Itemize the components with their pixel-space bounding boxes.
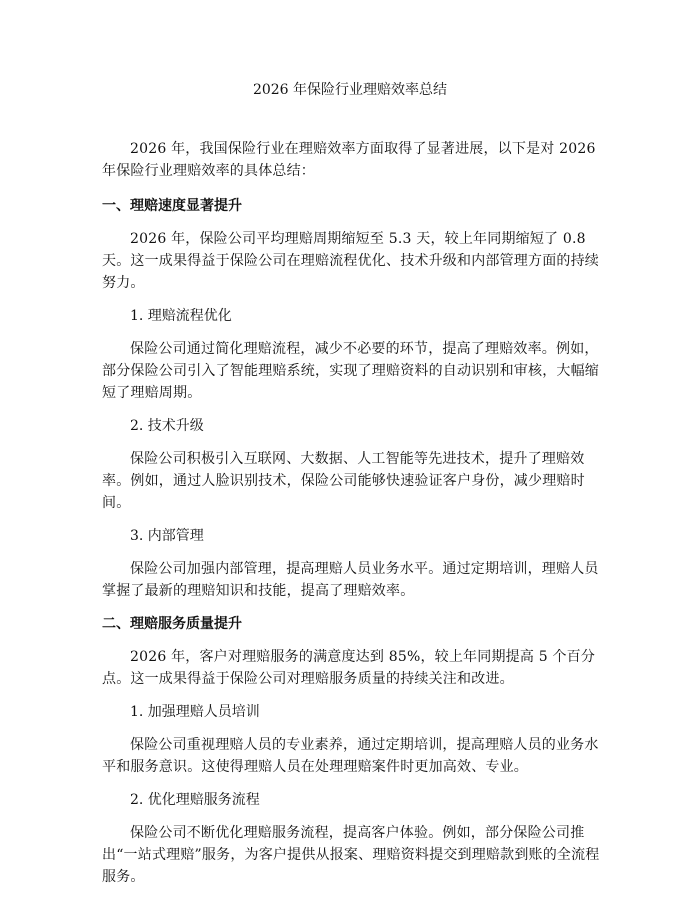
intro-paragraph: 2026 年，我国保险行业在理赔效率方面取得了显著进展，以下是对 2026 年保险行业理赔效率的具体总结： (102, 141, 596, 179)
subsection-heading: 2. 技术升级 (130, 418, 204, 434)
subsection-paragraph: 保险公司通过简化理赔流程，减少不必要的环节，提高了理赔效率。例如，部分保险公司引入了智能理赔系统，实现了理赔资料的自动识别和审核，大幅缩短了理赔周期。 (102, 341, 599, 401)
subsection-heading: 3. 内部管理 (130, 528, 204, 544)
section-heading: 二、理赔服务质量提升 (102, 616, 242, 632)
subsection-paragraph: 保险公司加强内部管理，提高理赔人员业务水平。通过定期培训，理赔人员掌握了最新的理赔知识和技能，提高了理赔效率。 (102, 561, 599, 599)
subsection-heading: 1. 理赔流程优化 (130, 308, 232, 324)
subsection-paragraph: 保险公司重视理赔人员的专业素养，通过定期培训，提高理赔人员的业务水平和服务意识。这使得理赔人员在处理理赔案件时更加高效、专业。 (102, 737, 599, 775)
subsection-paragraph: 保险公司不断优化理赔服务流程，提高客户体验。例如，部分保险公司推出“一站式理赔”服务，为客户提供从报案、理赔资料提交到理赔款到账的全流程服务。 (102, 825, 600, 885)
subsection-heading: 1. 加强理赔人员培训 (130, 704, 260, 720)
section-paragraph: 2026 年，保险公司平均理赔周期缩短至 5.3 天，较上年同期缩短了 0.8 天。这一成果得益于保险公司在理赔流程优化、技术升级和内部管理方面的持续努力。 (102, 231, 599, 291)
subsection-paragraph: 保险公司积极引入互联网、大数据、人工智能等先进技术，提升了理赔效率。例如，通过人脸识别技术，保险公司能够快速验证客户身份，减少理赔时间。 (102, 451, 585, 511)
subsection-heading: 2. 优化理赔服务流程 (130, 792, 260, 808)
section-heading: 一、理赔速度显著提升 (102, 198, 242, 214)
document-title: 2026 年保险行业理赔效率总结 (252, 82, 448, 98)
section-paragraph: 2026 年，客户对理赔服务的满意度达到 85%，较上年同期提高 5 个百分点。这一成果得益于保险公司对理赔服务质量的持续关注和改进。 (102, 649, 596, 687)
document-body (102, 138, 600, 888)
